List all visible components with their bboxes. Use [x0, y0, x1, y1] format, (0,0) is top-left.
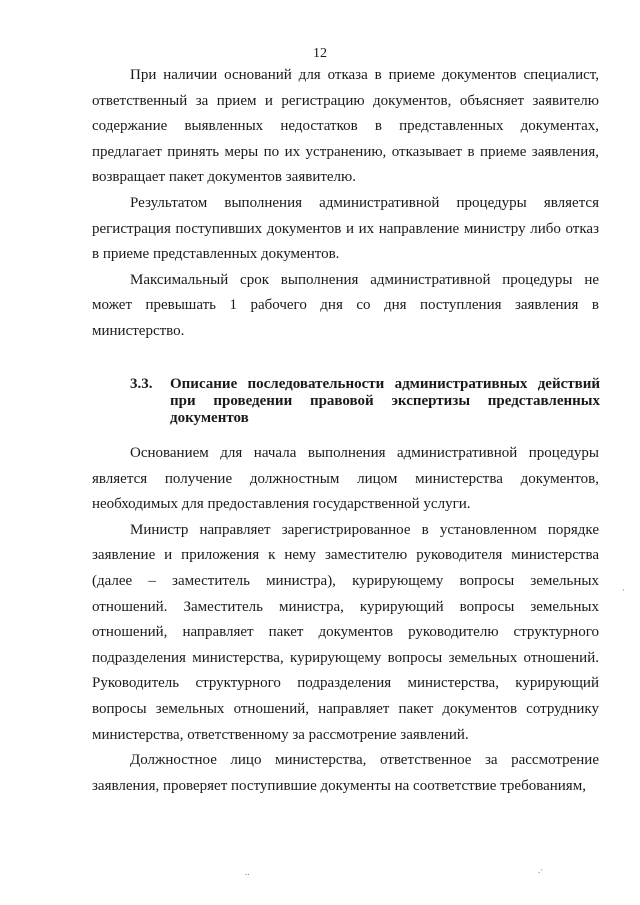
section-title: Описание последовательности административных действий при проведении правовой экспертизы представленных документов — [170, 376, 600, 426]
section-number: 3.3. — [130, 376, 153, 392]
body-text-top — [92, 63, 599, 345]
paragraph: Должностное лицо министерства, ответственное за рассмотрение заявления, проверяет поступившие документы на соответствие требованиям, — [92, 752, 599, 794]
paragraph: Основанием для начала выполнения административной процедуры является получение должностным лицом министерства документов, необходимых для предоставления государственной услуги. — [92, 445, 599, 513]
body-text-bottom — [92, 441, 599, 799]
paragraph: Министр направляет зарегистрированное в установленном порядке заявление и приложения к нему заместителю руководителя министерства (далее – заместитель министра), курирующему вопросы земельных отношений. Заместитель министра, курирующий вопросы земельных отношений, направляет пакет документов руководителю структурного подразделения министерства, курирующему вопросы земельных отношений. Руководитель структурного подразделения министерства, курирующий вопросы земельных отношений, направляет пакет документов сотруднику министерства, ответственному за рассмотрение заявлений. — [92, 521, 599, 743]
paragraph: Результатом выполнения административной процедуры является регистрация поступивших документов и их направление министру либо отказ в приеме представленных документов. — [92, 194, 599, 263]
paragraph: При наличии оснований для отказа в приеме документов специалист, ответственный за прием и регистрацию документов, объясняет заявителю содержание выявленных недостатков в представленных документах, предлагает принять меры по их устранению, отказывает в приеме заявления, возвращает пакет документов заявителю. — [92, 67, 599, 186]
scan-speck: · — [622, 585, 625, 595]
scan-speck: .. — [245, 867, 250, 877]
page-number: 12 — [313, 46, 327, 61]
section-heading — [130, 376, 600, 427]
paragraph: Максимальный срок выполнения административной процедуры не может превышать 1 рабочего дня со дня поступления заявления в министерство. — [92, 271, 599, 339]
scan-speck: .· — [538, 865, 544, 875]
